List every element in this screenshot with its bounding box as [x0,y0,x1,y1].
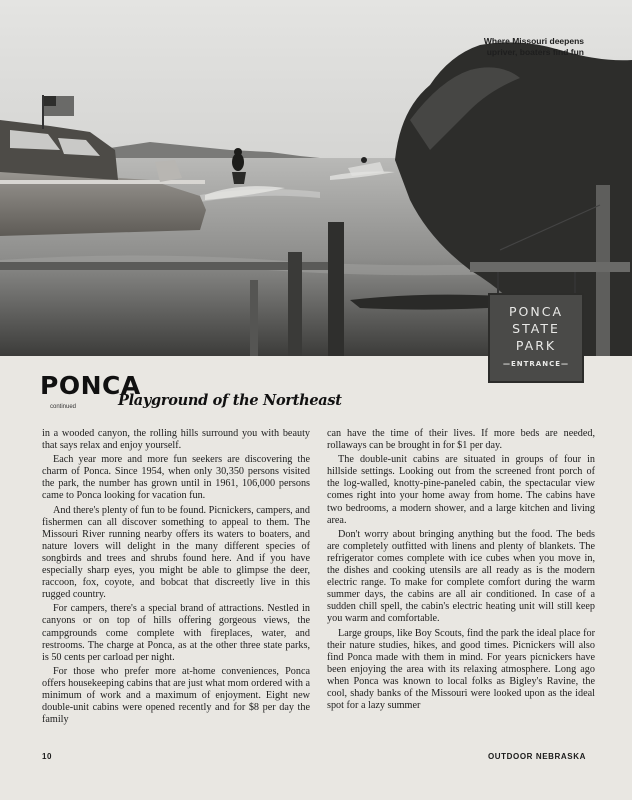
paragraph: For campers, there's a special brand of attractions. Nestled in canyons or on top of hills offering gorgeous views, the campgrounds come complete with fireplaces, water, and restrooms. The charge at Ponca, as at the other three state parks, is 50 cents per carload per night. [42,603,310,663]
paragraph: Each year more and more fun seekers are discovering the charm of Ponca. Since 1954, when only 30,350 persons visited the park, the number has grown until in 1961, 106,000 persons came to Ponca looking for vacation fun. [42,454,310,502]
sign-crossbar [470,262,630,272]
sign-line-park: PARK [515,338,557,353]
article-heading [40,371,360,417]
paragraph: The double-unit cabins are situated in groups of four in hillside settings. Looking out from the screened front porch of the log-walled, knotty-pine-paneled cabin, the spectacular view comes right into your home away from home. The cabins have two bedrooms, a modern shower, and a large kitchen and living area. [327,454,595,526]
text-column-left [42,428,310,728]
dock-post [328,222,344,356]
continued-label: continued [50,404,77,410]
paragraph: can have the time of their lives. If more beds are needed, rollaways can be brought in for $1 per day. [327,428,595,452]
paragraph: in a wooded canyon, the rolling hills surround you with beauty that says relax and enjoy yourself. [42,428,310,452]
text-column-right [327,428,595,714]
photo-caption: Where Missouri deepens upriver, boaters find fun [483,36,584,57]
paragraph: For those who prefer more at-home conveniences, Ponca offers housekeeping cabins that are just what mom ordered with a minimum of work and a maximum of enjoyment. Eight new double-unit cabins were opened recently and for $8 per day the family [42,665,311,726]
paragraph: Large groups, like Boy Scouts, find the park the ideal place for their nature studies, hikes, and good times. Picnickers will also find Ponca made with them in mind. For years picnickers have been enjoying the area with its relaxing atmosphere. Long ago when Ponca was known to local folks as Bigley's Ravine, the cool, shady banks of the Missouri were looked upon as the ideal spot for a lazy summer [327,627,595,712]
sign-line-ponca: PONCA [508,304,563,319]
paragraph: And there's plenty of fun to be found. Picnickers, campers, and fishermen can all discover something to appeal to them. The Missouri River running nearby offers its waters to boaters, and nature lovers will delight in the many different species of songbirds and trees and shrubs found here. And if you have especially sharp eyes, you might be able to glimpse the deer, raccoon, fox, coyote, and bobcat that discreetly live in this rugged country. [42,504,310,601]
park-entrance-sign [488,293,584,383]
dock-post [288,252,302,356]
sign-line-state: STATE [512,321,560,336]
magazine-name: OUTDOOR NEBRASKA [487,752,586,761]
article-title: PONCA [40,371,141,400]
sign-entrance: —ENTRANCE— [503,360,569,368]
article-subtitle: Playground of the Northeast [118,392,342,409]
page-number: 10 [42,752,53,761]
paragraph: Don't worry about bringing anything but the food. The beds are completely outfitted with linens and plenty of blankets. The refrigerator comes complete with ice cubes when you move in, the dishes and cooking utensils are all ready as is the modern electric range. To make for complete comfort during the warm summer days, the cabins are all air conditioned. In case of a sudden chill spell, the cabin's electric heating unit will still keep you warm and comfortable. [327,528,595,625]
